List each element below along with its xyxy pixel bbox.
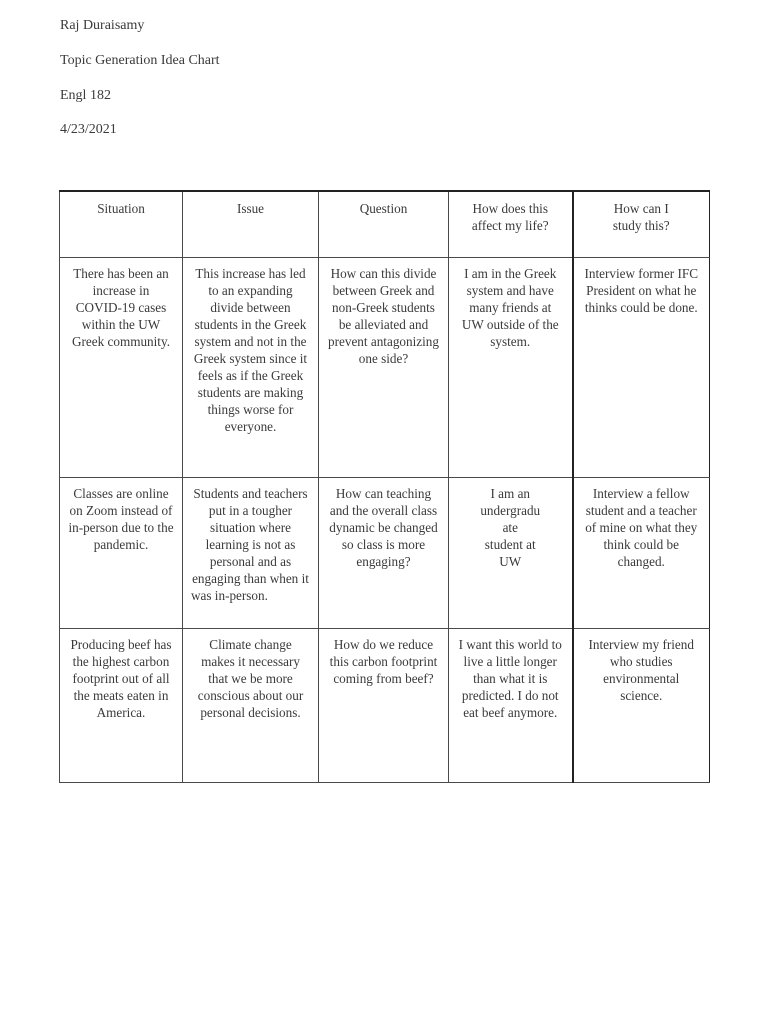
document-title: Topic Generation Idea Chart [60, 53, 220, 68]
course-name: Engl 182 [60, 88, 111, 103]
table-header-row [60, 191, 710, 258]
topic-idea-chart [59, 190, 710, 783]
table-row [60, 258, 710, 478]
document-date: 4/23/2021 [60, 122, 117, 137]
table-cell-situation: Classes are online on Zoom instead of in-person due to the pandemic. [60, 478, 183, 629]
table-cell-issue: Students and teachers put in a tougher situation where learning is not as personal and as engaging than when it was in-person. [183, 478, 319, 629]
table-cell-question: How do we reduce this carbon footprint coming from beef? [319, 629, 449, 783]
table-cell-affect: I am in the Greek system and have many friends at UW outside of the system. [449, 258, 573, 478]
table-cell-affect: I am an undergradu ate student at UW [449, 478, 573, 629]
table-cell-question: How can this divide between Greek and non-Greek students be alleviated and prevent antagonizing one side? [319, 258, 449, 478]
table-cell-situation: There has been an increase in COVID-19 cases within the UW Greek community. [60, 258, 183, 478]
column-header-how-to-study: How can I study this? [573, 191, 710, 258]
column-header-affect-my-life: How does this affect my life? [449, 191, 573, 258]
table-cell-study: Interview former IFC President on what he thinks could be done. [573, 258, 710, 478]
author-name: Raj Duraisamy [60, 18, 145, 33]
column-header-question: Question [319, 191, 449, 258]
table-cell-study: Interview a fellow student and a teacher of mine on what they think could be changed. [573, 478, 710, 629]
table-row [60, 629, 710, 783]
column-header-situation: Situation [60, 191, 183, 258]
table-cell-issue: Climate change makes it necessary that we be more conscious about our personal decisions. [183, 629, 319, 783]
column-header-issue: Issue [183, 191, 319, 258]
table-cell-question: How can teaching and the overall class dynamic be changed so class is more engaging? [319, 478, 449, 629]
table-cell-issue: This increase has led to an expanding divide between students in the Greek system and not in the Greek system since it feels as if the Greek students are making things worse for everyone. [183, 258, 319, 478]
table-cell-situation: Producing beef has the highest carbon footprint out of all the meats eaten in America. [60, 629, 183, 783]
table-row [60, 478, 710, 629]
table-cell-affect: I want this world to live a little longer than what it is predicted. I do not eat beef anymore. [449, 629, 573, 783]
table-cell-study: Interview my friend who studies environmental science. [573, 629, 710, 783]
